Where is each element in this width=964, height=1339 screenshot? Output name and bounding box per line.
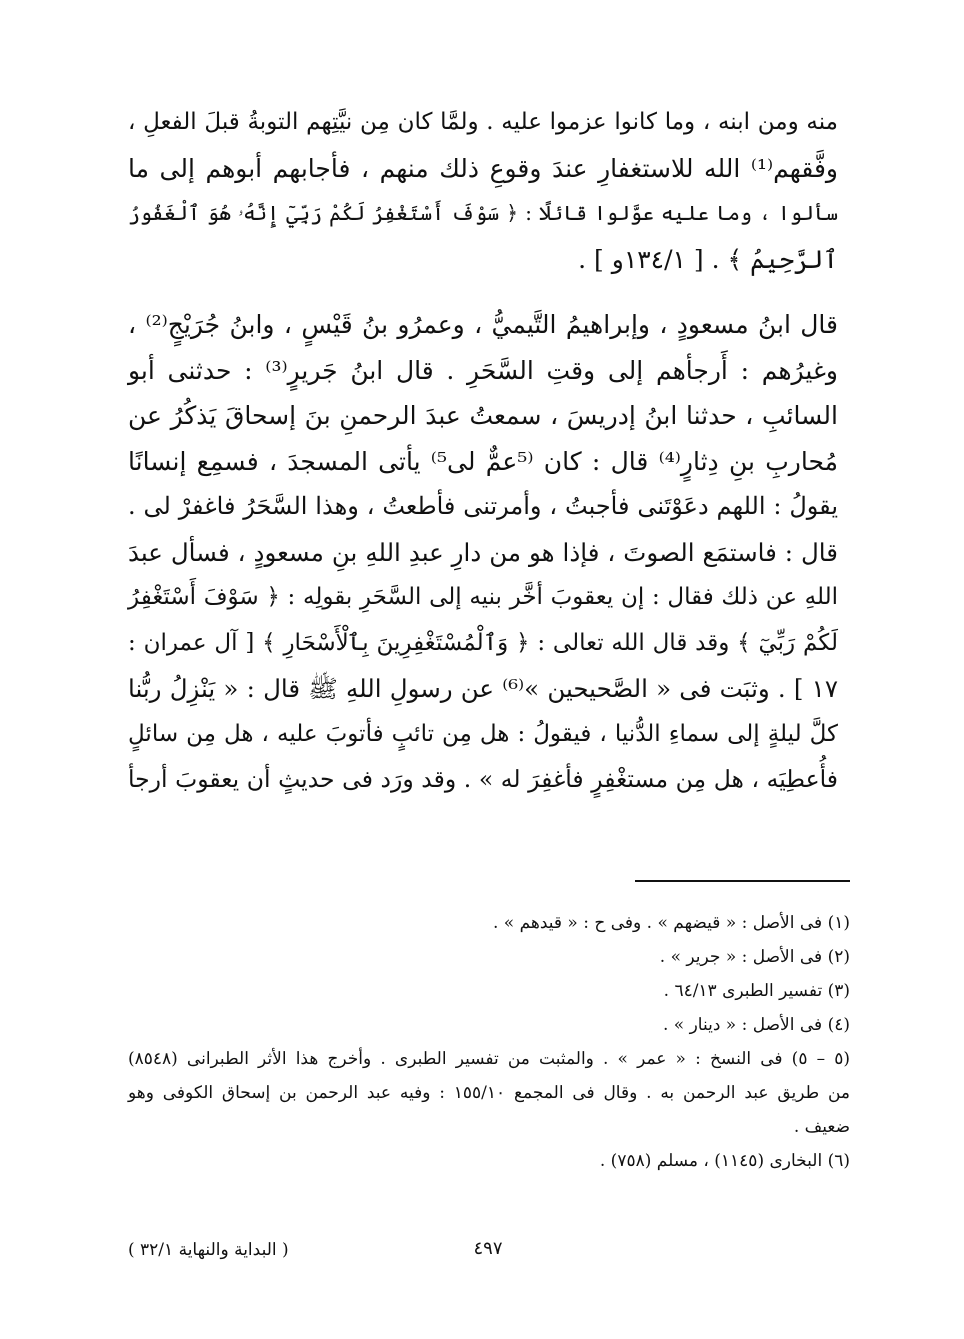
text-line: فأُعطِيَه ، هل مِن مستغْفِرٍ فأغفِرَ له » . وقد ورَد فى حديثٍ أن يعقوبَ أرجأ [128, 765, 838, 793]
text-line: السائبِ ، حدثنا ابنُ إدريسَ ، سمعتُ عبدَ الرحمنِ بنَ إسحاقَ يَذكُرُ عن [128, 401, 838, 430]
text-line: مُحاربِ بنِ دِثارٍ⁽⁴⁾ قال : كان ⁽⁵عمٌّ لى⁵⁾ يأتى المسجدَ ، فسمِع إنسانًا [128, 446, 838, 476]
footnote-4: (٤) فى الأصل : « دينار » . [662, 1015, 850, 1035]
text-line: يقولُ : اللهم دعَوْتَنى فأجبتُ ، وأمرتنى فأطعتُ ، وهذا السَّحَرُ فاغفرْ لى . [128, 492, 838, 520]
text-line: سألوا ، وما عليه عوَّلوا قائلًا : ﴿ سَوْفَ أَسْتَغْفِرُ لَكُمْ رَبِّيٓ إِنَّهُۥ هُوَ ٱلْغَفُورُ [128, 201, 838, 225]
page-number: ٤٩٧ [473, 1238, 503, 1259]
paragraph-1 [128, 100, 838, 282]
text-line: منه ومن ابنه ، وما كانوا عزموا عليه . ولمَّا كان مِن نيَّتِهم التوبةُ قبلَ الفعلِ ، [128, 109, 838, 135]
footnote-3: (٣) تفسير الطبرى ٦٤/١٣ . [663, 981, 850, 1001]
footnote-5: (٥ – ٥) فى النسخ : « عمر » . والمثبت من تفسير الطبرى . وأخرج هذا الأثر الطبرانى (٨٥٤٨) [128, 1049, 850, 1069]
text-line: لَكُمْ رَبِّيٓ ﴾ وقد قال الله تعالى : ﴿ وَٱلْمُسْتَغْفِرِينَ بِٱلْأَسْحَارِ ﴾ [ آل عمران : [128, 629, 838, 656]
text-line: وفَّقهم⁽¹⁾ الله للاستغفارِ عندَ وقوعِ ذلك منهم ، فأجابهم أبوهم إلى ما [128, 153, 838, 183]
text-line: ٱلرَّحِيمُ ﴾ . [ ١٣٤/١و ] . [578, 244, 838, 274]
text-line: كلَّ ليلةٍ إلى سماءِ الدُّنيا ، فيقولُ : هل مِن تائبٍ فأتوبَ عليه ، هل مِن سائلٍ [128, 720, 838, 747]
text-line: وغيرُهم : أَرجأهم إلى وقتِ السَّحَرِ . قال ابنُ جَريرٍ⁽³⁾ : حدثنى أبو [128, 355, 839, 385]
footnote-5-end: ضعيف . [793, 1117, 850, 1137]
page-footer [128, 1238, 848, 1268]
text-line: قال : فاستمَع الصوتَ ، فإذا هو من دارِ عبدِ اللهِ بنِ مسعودٍ ، فسأل عبدَ [128, 537, 838, 567]
footnote-5-continued: من طريق عبد الرحمن به . وقال فى المجمع ١٥٥/١٠ : وفيه عبد الرحمن بن إسحاق الكوفى وهو [128, 1083, 850, 1103]
paragraph-2 [128, 302, 838, 803]
footnote-2: (٢) فى الأصل : « جرير » . [659, 947, 850, 967]
footnote-1: (١) فى الأصل : « قيضهم » . وفى ح : « قيدهم » . [492, 913, 850, 933]
footnotes [128, 906, 850, 1178]
text-line: قال ابنُ مسعودٍ ، وإبراهيمُ التَّيميُّ ، وعمرُو بنُ قَيْسٍ ، وابنُ جُرَيْجٍ⁽²⁾ ، [128, 310, 839, 339]
footnote-divider [635, 880, 850, 882]
footnote-6: (٦) البخارى (١١٤٥) ، مسلم (٧٥٨) . [599, 1151, 850, 1171]
text-line: اللهِ عن ذلك فقال : إن يعقوبَ أخَّر بنيه إلى السَّحَرِ بقولِه : ﴿ سَوْفَ أَسْتَغْفِرُ [128, 584, 838, 610]
source-reference: ( البداية والنهاية ٣٢/١ ) [128, 1240, 289, 1260]
text-line: ١٧ ] . وثبَت فى « الصَّحيحين »⁽⁶⁾ عن رسولِ اللهِ ﷺ قال : « يَنْزِلُ ربُّنا [128, 674, 838, 703]
main-text [128, 100, 838, 803]
